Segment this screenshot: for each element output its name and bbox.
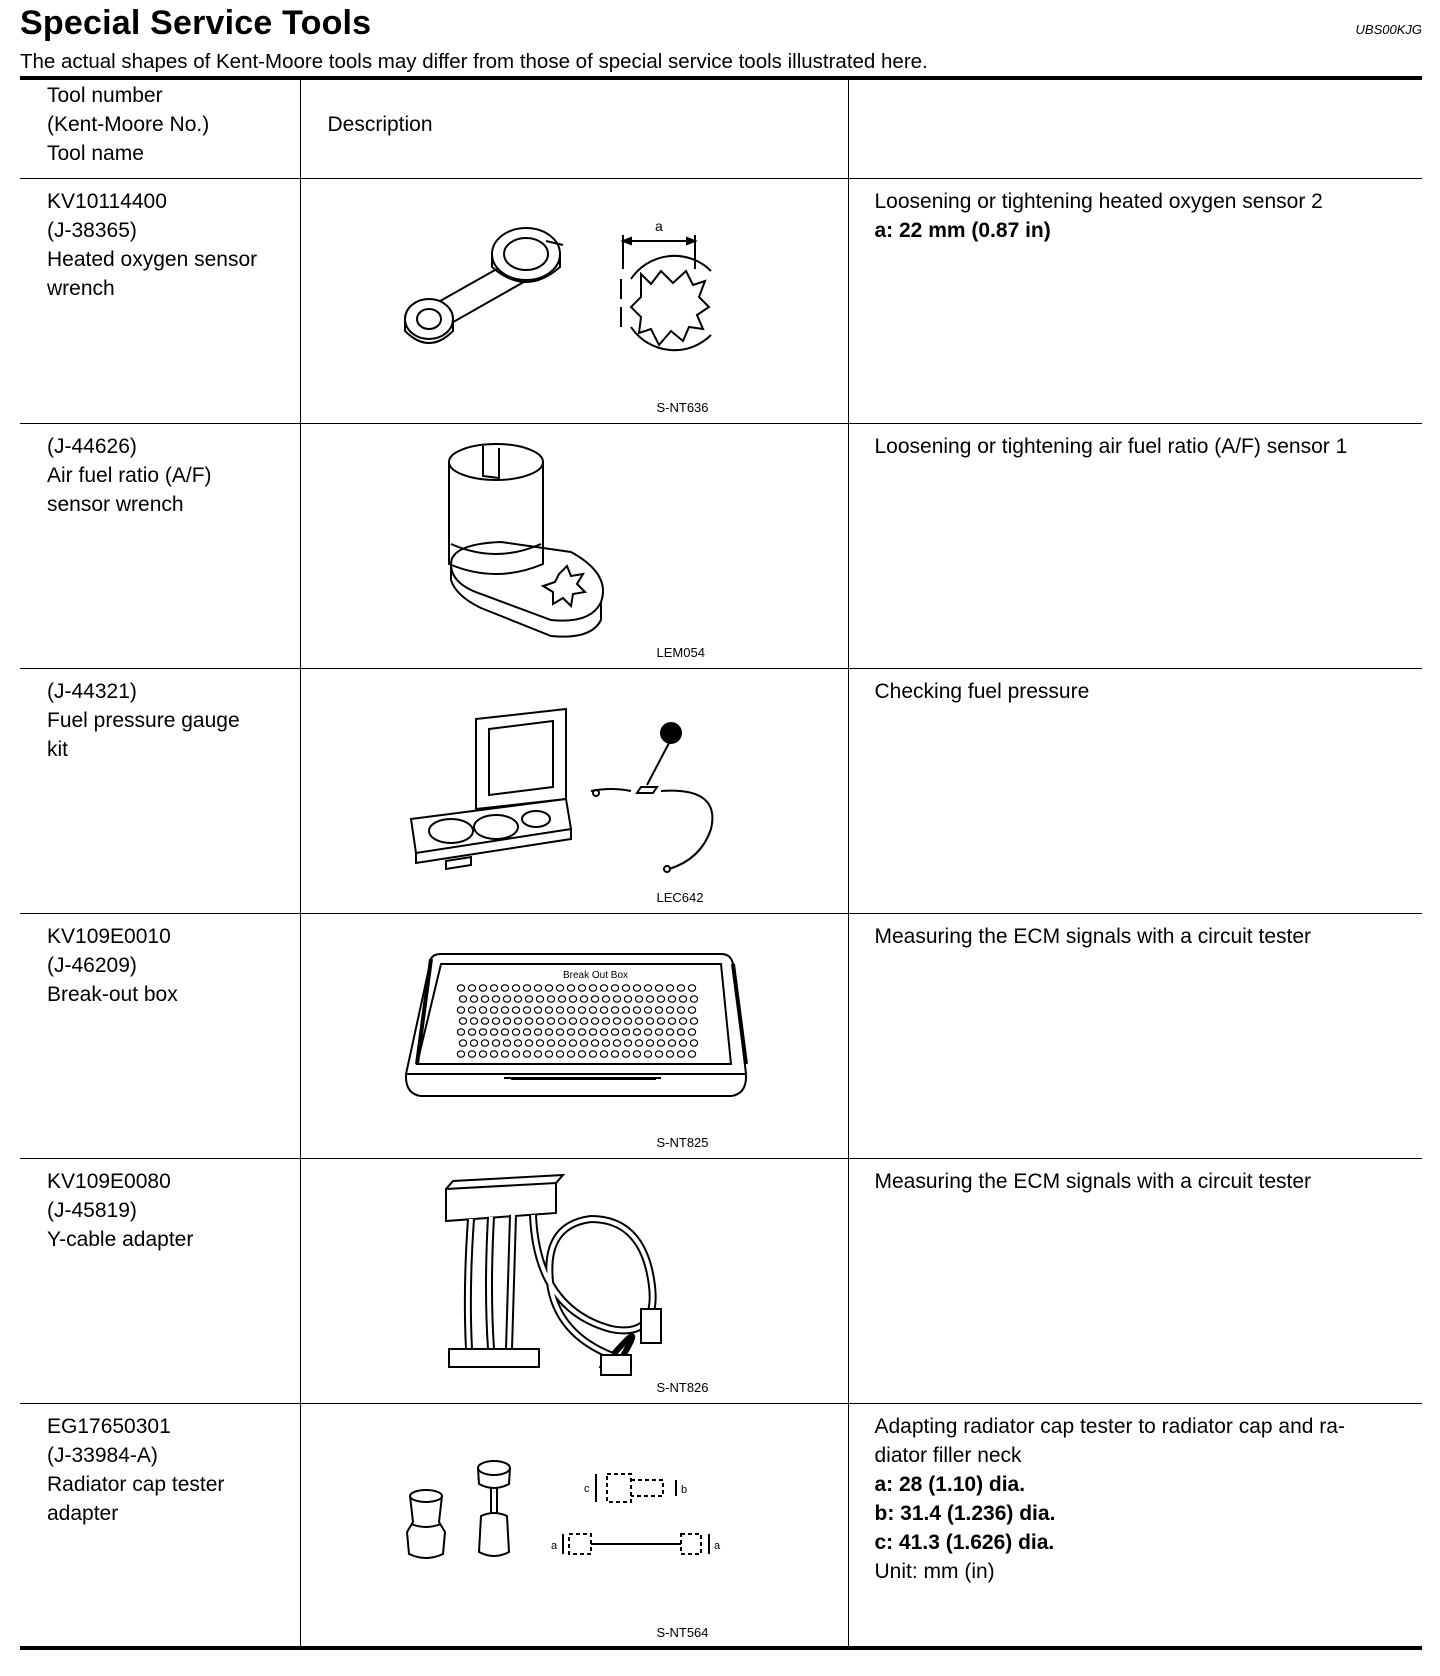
table-row [20, 913, 1422, 1158]
header-tool-name: Tool name [47, 142, 144, 165]
illustration-cell [300, 1158, 848, 1403]
dimension-label-a-right: a [713, 1539, 720, 1552]
table-row [20, 423, 1422, 668]
description-spec: a: 22 mm (0.87 in) [874, 218, 1051, 242]
document-code: UBS00KJG [1355, 22, 1422, 37]
header-kent-moore-number: (Kent-Moore No.) [47, 113, 210, 136]
description-cell [848, 423, 1422, 668]
figure-code: S-NT564 [656, 1624, 709, 1640]
tool-cell [20, 178, 300, 423]
tool-name: Radiator cap tester [47, 1472, 225, 1496]
table-row [20, 178, 1422, 423]
description-text: Checking fuel pressure [874, 679, 1090, 703]
description-cell [848, 178, 1422, 423]
tool-name: sensor wrench [47, 492, 184, 516]
header-tool-number: Tool number [47, 84, 163, 107]
illustration-cell [300, 1403, 848, 1648]
y-cable-adapter-illustration [301, 1159, 849, 1403]
illustration-cell [300, 178, 848, 423]
tool-number: KV10114400 [47, 189, 167, 213]
break-out-box-label: Break Out Box [562, 969, 628, 981]
figure-code: S-NT826 [656, 1379, 709, 1395]
description-cell [848, 913, 1422, 1158]
break-out-box-illustration [301, 914, 849, 1158]
dimension-label-b: b [680, 1483, 687, 1496]
tool-cell [20, 423, 300, 668]
tool-name: Heated oxygen sensor [47, 247, 258, 271]
header-tool-column [20, 80, 300, 178]
tool-name: wrench [47, 276, 115, 300]
kent-moore-number: (J-46209) [47, 953, 137, 977]
figure-code: S-NT825 [656, 1134, 709, 1150]
header-description-label: Description [327, 113, 433, 136]
radiator-cap-tester-adapter-illustration [301, 1404, 849, 1648]
tool-number: EG17650301 [47, 1414, 171, 1438]
dimension-label-c: c [583, 1482, 589, 1495]
tool-cell [20, 668, 300, 913]
oxygen-sensor-wrench-illustration [301, 179, 849, 423]
kent-moore-number: (J-44321) [47, 679, 137, 703]
page-title: Special Service Tools [20, 4, 372, 42]
description-text: Measuring the ECM signals with a circuit tester [874, 1169, 1311, 1193]
description-spec: b: 31.4 (1.236) dia. [874, 1501, 1056, 1525]
table-row [20, 1403, 1422, 1648]
af-sensor-wrench-illustration [301, 424, 849, 668]
description-spec: a: 28 (1.10) dia. [874, 1472, 1026, 1496]
header-description [300, 80, 848, 178]
kent-moore-number: (J-44626) [47, 434, 137, 458]
description-unit: Unit: mm (in) [874, 1559, 995, 1583]
bottom-rule [20, 1646, 1422, 1650]
tool-name: Y-cable adapter [47, 1227, 194, 1251]
description-spec: c: 41.3 (1.626) dia. [874, 1530, 1055, 1554]
page-subtitle: The actual shapes of Kent-Moore tools may differ from those of special service tools illustrated here. [20, 50, 928, 73]
figure-code: LEC642 [656, 889, 704, 905]
tool-name: adapter [47, 1501, 119, 1525]
tool-name: Fuel pressure gauge [47, 708, 240, 732]
tool-cell [20, 913, 300, 1158]
tool-number: KV109E0010 [47, 924, 171, 948]
tool-name: Break-out box [47, 982, 178, 1006]
description-text: Loosening or tightening air fuel ratio (A/F) sensor 1 [874, 434, 1348, 458]
kent-moore-number: (J-45819) [47, 1198, 137, 1222]
description-text: diator filler neck [874, 1443, 1022, 1467]
table-row [20, 668, 1422, 913]
description-text: Measuring the ECM signals with a circuit tester [874, 924, 1311, 948]
special-service-tools-table [20, 80, 1422, 1648]
fuel-pressure-gauge-kit-illustration [301, 669, 849, 913]
figure-code: LEM054 [656, 644, 705, 660]
kent-moore-number: (J-38365) [47, 218, 137, 242]
table-row [20, 1158, 1422, 1403]
description-cell [848, 1158, 1422, 1403]
tool-name: kit [47, 737, 68, 761]
description-text: Adapting radiator cap tester to radiator cap and ra- [874, 1414, 1345, 1438]
description-cell [848, 668, 1422, 913]
description-cell [848, 1403, 1422, 1648]
illustration-cell [300, 668, 848, 913]
tool-name: Air fuel ratio (A/F) [47, 463, 212, 487]
dimension-label-a: a [550, 1539, 557, 1552]
tool-cell [20, 1403, 300, 1648]
header-blank [848, 80, 1422, 178]
illustration-cell [300, 913, 848, 1158]
dimension-label-a: a [654, 217, 663, 234]
description-text: Loosening or tightening heated oxygen sensor 2 [874, 189, 1323, 213]
figure-code: S-NT636 [656, 399, 709, 415]
tool-cell [20, 1158, 300, 1403]
tool-number: KV109E0080 [47, 1169, 171, 1193]
table-header-row [20, 80, 1422, 178]
illustration-cell [300, 423, 848, 668]
kent-moore-number: (J-33984-A) [47, 1443, 158, 1467]
